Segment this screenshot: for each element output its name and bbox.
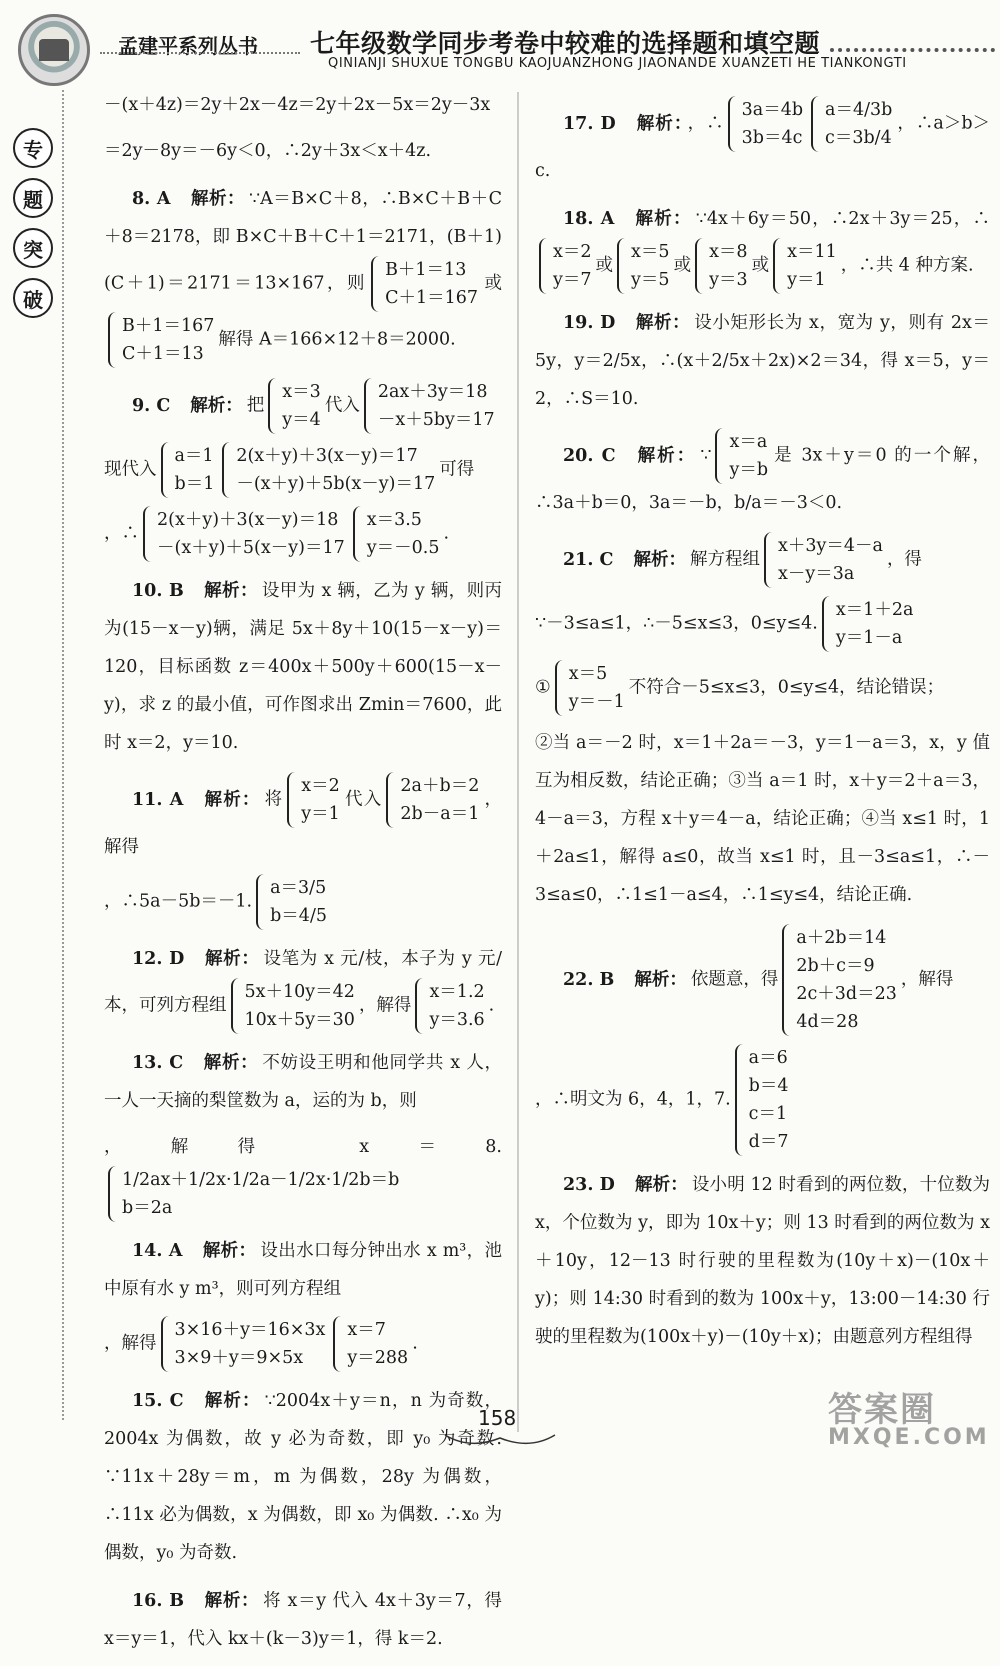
equation-row: 2(x＋y)＋3(x－y)＝18 bbox=[157, 510, 339, 530]
answer-number: 23. D bbox=[563, 1175, 615, 1195]
answer-text: 设笔为 x 元/枝，本子为 y 元/本，可列方程组 bbox=[104, 949, 502, 1016]
answer-item bbox=[104, 1582, 502, 1658]
answer-number: 19. D bbox=[563, 313, 616, 333]
answer-item bbox=[535, 428, 990, 522]
answer-number: 9. C bbox=[132, 395, 171, 416]
brace-icon bbox=[764, 532, 774, 588]
answer-item bbox=[535, 96, 990, 190]
answer-item bbox=[104, 378, 502, 434]
analysis-label: 解析： bbox=[190, 189, 245, 209]
equation-system bbox=[539, 238, 592, 294]
header-divider bbox=[100, 52, 300, 54]
analysis-label: 解析： bbox=[204, 1591, 260, 1611]
answer-text: ，∴明文为 6，4，1，7. bbox=[535, 1089, 731, 1110]
answer-text: 设小明 12 时看到的两位数，十位数为 x，个位数为 y，即为 10x＋y；则 13 时看到的两位数为 x＋10y，12－13 时行驶的里程数为(10y＋x)－(10x＋y)；则 14:30 时看到的数为 100x＋y，13:00－14:30 行驶的里程数为(100x＋y)－(10y＋x)；由题意列方程组得 bbox=[535, 1175, 991, 1347]
equation-row: 3×9＋y＝9×5x bbox=[174, 1348, 304, 1368]
answer-text: ，∴5a－5b＝－1. bbox=[104, 891, 253, 912]
answer-text: ∵ bbox=[700, 445, 712, 466]
brace-icon bbox=[782, 924, 792, 1036]
brace-icon bbox=[811, 96, 821, 152]
answer-line bbox=[104, 86, 502, 124]
equation-system bbox=[764, 532, 883, 588]
answer-text: . bbox=[443, 523, 450, 544]
answer-text: －(x＋4z)＝2y＋2x－4z＝2y＋2x－5x＝2y－3x bbox=[104, 95, 491, 115]
answer-text: 或 bbox=[482, 273, 502, 294]
side-tab-char: 专 bbox=[13, 128, 53, 168]
brace-icon bbox=[108, 1166, 118, 1222]
brace-icon bbox=[728, 96, 738, 152]
answer-item bbox=[535, 304, 990, 418]
analysis-label: 解析： bbox=[633, 549, 686, 570]
watermark-main: 答案圈 bbox=[828, 1390, 936, 1430]
equation-system bbox=[728, 96, 803, 152]
answer-number: 21. C bbox=[563, 549, 614, 570]
page-header bbox=[0, 0, 1000, 80]
equation-row: 2ax＋3y＝18 bbox=[377, 382, 488, 402]
equation-row: y＝4 bbox=[282, 410, 321, 430]
equation-system bbox=[811, 96, 892, 152]
equation-row: B＋1＝167 bbox=[122, 316, 215, 336]
side-tab-char: 题 bbox=[13, 178, 53, 218]
equation-system bbox=[715, 428, 768, 484]
left-column bbox=[104, 86, 502, 1666]
equation-row: y＝－1 bbox=[568, 692, 625, 712]
answer-item bbox=[104, 180, 502, 368]
equation-system bbox=[555, 660, 625, 716]
answer-text: 解方程组 bbox=[689, 549, 760, 570]
header-dot-line bbox=[830, 48, 995, 52]
equation-row: 2a＋b＝2 bbox=[400, 776, 480, 796]
answer-text: ，得 bbox=[886, 549, 922, 570]
brace-icon bbox=[735, 1044, 745, 1156]
equation-row: x＝3.5 bbox=[366, 510, 422, 530]
answer-text: ，解得 bbox=[104, 1333, 157, 1354]
answer-text: ＝2y－8y＝－6y＜0，∴2y＋3x＜x＋4z. bbox=[104, 141, 432, 161]
brace-icon bbox=[364, 378, 374, 434]
answer-text: 是 3x＋y＝0 的一个解，∴3a＋b＝0，3a＝－b，b/a＝－3＜0. bbox=[535, 445, 991, 513]
analysis-label: 解析： bbox=[634, 969, 687, 990]
answer-text: 或 bbox=[673, 255, 692, 276]
answer-item bbox=[104, 572, 502, 762]
equation-row: 2b＋c＝9 bbox=[796, 956, 875, 976]
publisher-logo-icon bbox=[18, 14, 90, 86]
answer-item bbox=[535, 532, 990, 588]
answer-text: ，解得 bbox=[358, 995, 412, 1016]
page-number: 158 bbox=[478, 1406, 517, 1430]
brace-icon bbox=[539, 238, 549, 294]
equation-system bbox=[108, 1166, 399, 1222]
equation-system bbox=[364, 378, 495, 434]
equation-row: y＝288 bbox=[347, 1348, 409, 1368]
answer-line bbox=[104, 1316, 502, 1372]
analysis-label: 解析： bbox=[203, 1391, 261, 1411]
brace-icon bbox=[371, 256, 381, 312]
brace-icon bbox=[695, 238, 705, 294]
answer-line bbox=[104, 874, 502, 930]
equation-row: 3×16＋y＝16×3x bbox=[174, 1320, 326, 1340]
equation-row: y＝1 bbox=[787, 270, 826, 290]
brace-icon bbox=[143, 506, 153, 562]
answer-item bbox=[535, 200, 990, 294]
analysis-label: 解析： bbox=[634, 209, 692, 229]
answer-item bbox=[535, 1166, 990, 1356]
equation-row: y＝3 bbox=[709, 270, 748, 290]
brace-icon bbox=[617, 238, 627, 294]
answer-text: ∵4x＋6y＝50，∴2x＋3y＝25，∴ bbox=[695, 209, 991, 229]
answer-item bbox=[104, 1232, 502, 1308]
equation-row: y＝b bbox=[729, 460, 769, 480]
equation-row: d＝7 bbox=[748, 1132, 789, 1152]
equation-system bbox=[287, 772, 340, 828]
equation-row: x－y＝3a bbox=[777, 564, 855, 584]
brace-icon bbox=[108, 312, 118, 368]
equation-row: y＝1 bbox=[301, 804, 340, 824]
equation-system bbox=[231, 978, 355, 1034]
equation-row: x＝11 bbox=[787, 242, 837, 262]
side-tab bbox=[5, 128, 63, 328]
equation-system bbox=[371, 256, 478, 312]
equation-row: －(x＋y)＋5(x－y)＝17 bbox=[157, 538, 345, 558]
answer-text: ① bbox=[535, 677, 551, 698]
equation-row: 4d＝28 bbox=[796, 1012, 859, 1032]
equation-system bbox=[222, 442, 435, 498]
answer-number: 18. A bbox=[563, 209, 615, 229]
series-name: 孟建平系列丛书 bbox=[118, 34, 258, 58]
analysis-label: 解析： bbox=[203, 1053, 259, 1073]
equation-row: y＝5 bbox=[631, 270, 670, 290]
equation-system bbox=[617, 238, 670, 294]
answer-item bbox=[104, 772, 502, 866]
analysis-label: 解析： bbox=[190, 395, 243, 416]
equation-row: 3a＝4b bbox=[741, 100, 804, 120]
side-tab-char: 破 bbox=[13, 278, 53, 318]
answer-text: ∵－3≤a≤1，∴－5≤x≤3，0≤y≤4. bbox=[535, 613, 818, 634]
answer-number: 15. C bbox=[132, 1391, 184, 1411]
equation-row: a＝3/5 bbox=[270, 878, 327, 898]
brace-icon bbox=[231, 978, 241, 1034]
equation-row: x＝7 bbox=[347, 1320, 386, 1340]
equation-row: 10x＋5y＝30 bbox=[244, 1010, 355, 1030]
book-title-pinyin: QINIANJI SHUXUE TONGBU KAOJUANZHONG JIAONANDE XUANZETI HE TIANKONGTI bbox=[328, 56, 907, 71]
equation-row: b＝4/5 bbox=[270, 906, 327, 926]
equation-row: 5x＋10y＝42 bbox=[244, 982, 355, 1002]
equation-row: x＝a bbox=[729, 432, 768, 452]
answer-text: 代入 bbox=[324, 395, 360, 416]
brace-icon bbox=[555, 660, 565, 716]
equation-row: 2b－a＝1 bbox=[400, 804, 480, 824]
brace-icon bbox=[222, 442, 232, 498]
answer-text: ，∴a＞b＞c. bbox=[535, 113, 991, 181]
answer-line bbox=[535, 596, 990, 652]
brace-icon bbox=[386, 772, 396, 828]
equation-row: x＋3y＝4－a bbox=[777, 536, 883, 556]
answer-line bbox=[535, 1044, 990, 1156]
answer-text: 依题意，得 bbox=[690, 969, 779, 990]
equation-row: 2c＋3d＝23 bbox=[796, 984, 897, 1004]
equation-system bbox=[782, 924, 897, 1036]
answer-text: 或 bbox=[751, 255, 770, 276]
brace-icon bbox=[415, 978, 425, 1034]
answer-line bbox=[104, 132, 502, 170]
analysis-label: 解析： bbox=[635, 313, 691, 333]
answer-item bbox=[104, 1382, 502, 1572]
equation-system bbox=[353, 506, 440, 562]
equation-row: b＝1 bbox=[174, 474, 215, 494]
equation-row: x＝2 bbox=[301, 776, 340, 796]
equation-row: C＋1＝167 bbox=[385, 288, 478, 308]
equation-row: x＝3 bbox=[282, 382, 321, 402]
answer-number: 22. B bbox=[563, 969, 615, 990]
side-tab-char: 突 bbox=[13, 228, 53, 268]
equation-row: a＝4/3b bbox=[825, 100, 893, 120]
answer-item bbox=[104, 940, 502, 1034]
answer-text: 设甲为 x 辆，乙为 y 辆，则丙为(15－x－y)辆，满足 5x＋8y＋10(15－x－y)＝120，目标函数 z＝400x＋500y＋600(15－x－y)，求 z 的最小值，可作图求出 Zmin＝7600，此时 x＝2，y＝10. bbox=[104, 581, 502, 753]
right-column bbox=[535, 86, 990, 1364]
column-divider bbox=[517, 92, 519, 1432]
answer-text: ，∴ bbox=[104, 523, 139, 544]
equation-system bbox=[161, 1316, 326, 1372]
equation-system bbox=[386, 772, 479, 828]
answer-number: 10. B bbox=[132, 581, 184, 601]
answer-number: 12. D bbox=[132, 949, 185, 969]
equation-system bbox=[822, 596, 914, 652]
answer-line bbox=[104, 506, 502, 562]
equation-row: c＝1 bbox=[748, 1104, 788, 1124]
brace-icon bbox=[822, 596, 832, 652]
answer-text: ，解得 bbox=[900, 969, 954, 990]
answer-text: 把 bbox=[246, 395, 265, 416]
answer-number: 16. B bbox=[132, 1591, 184, 1611]
equation-row: 3b＝4c bbox=[741, 128, 803, 148]
equation-row: y＝－0.5 bbox=[366, 538, 440, 558]
answer-text: 代入 bbox=[343, 789, 383, 810]
equation-row: y＝1－a bbox=[835, 628, 903, 648]
equation-system bbox=[256, 874, 327, 930]
answer-text: . bbox=[412, 1333, 418, 1354]
answer-text: 不妨设王明和他同学共 x 人，一人一天摘的梨筐数为 a，运的为 b，则 bbox=[104, 1053, 503, 1111]
answer-text: ，∴ bbox=[687, 113, 724, 134]
analysis-label: 解析： bbox=[635, 113, 684, 134]
answer-item bbox=[104, 1044, 502, 1120]
brace-icon bbox=[715, 428, 725, 484]
brace-icon bbox=[353, 506, 363, 562]
equation-row: 1/2ax＋1/2x·1/2a－1/2x·1/2b＝b bbox=[122, 1170, 400, 1190]
equation-system bbox=[695, 238, 748, 294]
equation-system bbox=[108, 312, 214, 368]
brace-icon bbox=[773, 238, 783, 294]
answer-text: 将 bbox=[264, 789, 284, 810]
equation-row: b＝2a bbox=[122, 1198, 173, 1218]
answer-text: 现代入 bbox=[104, 459, 157, 480]
equation-row: x＝5 bbox=[568, 664, 608, 684]
answer-text: 设出水口每分钟出水 x m³，池中原有水 y m³，则可列方程组 bbox=[104, 1241, 503, 1299]
equation-system bbox=[773, 238, 837, 294]
answer-text: 将 x＝y 代入 4x＋3y＝7，得 x＝y＝1，代入 kx＋(k－3)y＝1，得 k＝2. bbox=[104, 1591, 503, 1649]
brace-icon bbox=[268, 378, 278, 434]
answer-text: ，解得 x＝8. bbox=[104, 1137, 502, 1157]
answer-line bbox=[104, 442, 502, 498]
equation-system bbox=[735, 1044, 789, 1156]
answer-item bbox=[535, 924, 990, 1036]
equation-row: x＝1.2 bbox=[429, 982, 485, 1002]
equation-row: y＝7 bbox=[553, 270, 592, 290]
equation-row: a＝6 bbox=[748, 1048, 788, 1068]
answer-text: ∵A＝B×C＋8，∴B×C＋B＋C＋8＝2178，即 B×C＋B＋C＋1＝2171，(B＋1)(C＋1)＝2171＝13×167，则 bbox=[104, 189, 503, 294]
equation-system bbox=[161, 442, 215, 498]
book-title: 七年级数学同步考卷中较难的选择题和填空题 bbox=[310, 29, 821, 58]
answer-text: 设小矩形长为 x，宽为 y，则有 2x＝5y，y＝2/5x，∴(x＋2/5x＋2x)×2＝34，得 x＝5，y＝2，∴S＝10. bbox=[535, 313, 991, 409]
equation-row: C＋1＝13 bbox=[122, 344, 204, 364]
analysis-label: 解析： bbox=[635, 445, 697, 466]
equation-row: c＝3b/4 bbox=[825, 128, 892, 148]
answer-text: ②当 a＝－2 时，x＝1＋2a＝－3，y＝1－a＝3，x，y 值互为相反数，结论正确；③当 a＝1 时，x＋y＝2＋a＝3，4－a＝3，方程 x＋y＝4－a，结论正确；④当 x≤1 时，1＋2a≤1，解得 a≤0，故当 x≤1 时，且－3≤a≤1，∴－3≤a≤0，∴1≤1－a≤4，∴1≤y≤4，结论正确. bbox=[535, 733, 990, 905]
equation-system bbox=[268, 378, 321, 434]
equation-row: B＋1＝13 bbox=[385, 260, 467, 280]
equation-row: 2(x＋y)＋3(x－y)＝17 bbox=[236, 446, 418, 466]
equation-row: －(x＋y)＋5b(x－y)＝17 bbox=[236, 474, 436, 494]
answer-line bbox=[104, 1128, 502, 1222]
watermark-sub: MXQE.COM bbox=[828, 1425, 990, 1450]
answer-number: 8. A bbox=[132, 189, 171, 209]
analysis-label: 解析： bbox=[634, 1175, 688, 1195]
brace-icon bbox=[287, 772, 297, 828]
equation-row: b＝4 bbox=[748, 1076, 789, 1096]
answer-line bbox=[535, 660, 990, 716]
brace-icon bbox=[161, 442, 171, 498]
answer-number: 13. C bbox=[132, 1053, 184, 1073]
answer-text: ，∴共 4 种方案. bbox=[840, 255, 974, 276]
answer-line bbox=[535, 724, 990, 914]
answer-text: 或 bbox=[595, 255, 614, 276]
analysis-label: 解析： bbox=[202, 1241, 257, 1261]
analysis-label: 解析： bbox=[204, 949, 260, 969]
analysis-label: 解析： bbox=[203, 789, 261, 810]
answer-text: ，解得 bbox=[104, 789, 503, 857]
answer-text: 不符合－5≤x≤3，0≤y≤4，结论错误； bbox=[628, 677, 945, 698]
brace-icon bbox=[161, 1316, 171, 1372]
equation-system bbox=[333, 1316, 408, 1372]
answer-number: 11. A bbox=[132, 789, 184, 810]
analysis-label: 解析： bbox=[203, 581, 258, 601]
brace-icon bbox=[256, 874, 266, 930]
watermark bbox=[828, 1382, 998, 1452]
answer-text: 可得 bbox=[439, 459, 475, 480]
equation-row: x＝2 bbox=[553, 242, 592, 262]
equation-row: －x＋5by＝17 bbox=[377, 410, 495, 430]
answer-number: 17. D bbox=[563, 113, 616, 134]
equation-row: x＝8 bbox=[709, 242, 748, 262]
answer-number: 20. C bbox=[563, 445, 616, 466]
page-number-flourish-icon bbox=[440, 1430, 560, 1450]
equation-row: x＝5 bbox=[631, 242, 670, 262]
equation-row: x＝1＋2a bbox=[835, 600, 914, 620]
equation-system bbox=[143, 506, 345, 562]
brace-icon bbox=[333, 1316, 343, 1372]
answer-text: ∵2004x＋y＝n，n 为奇数，2004x 为偶数，故 y 必为奇数，即 y₀ 为奇数. ∵11x＋28y＝m，m 为偶数，28y 为偶数，∴11x 必为偶数，x 为偶数，即 x₀ 为偶数. ∴x₀ 为偶数，y₀ 为奇数. bbox=[104, 1391, 503, 1563]
equation-system bbox=[415, 978, 484, 1034]
equation-row: a＋2b＝14 bbox=[796, 928, 887, 948]
answer-text: 解得 A＝166×12＋8＝2000. bbox=[218, 329, 456, 350]
answer-number: 14. A bbox=[132, 1241, 183, 1261]
equation-row: a＝1 bbox=[174, 446, 214, 466]
equation-row: y＝3.6 bbox=[429, 1010, 485, 1030]
answer-text: . bbox=[488, 995, 495, 1016]
